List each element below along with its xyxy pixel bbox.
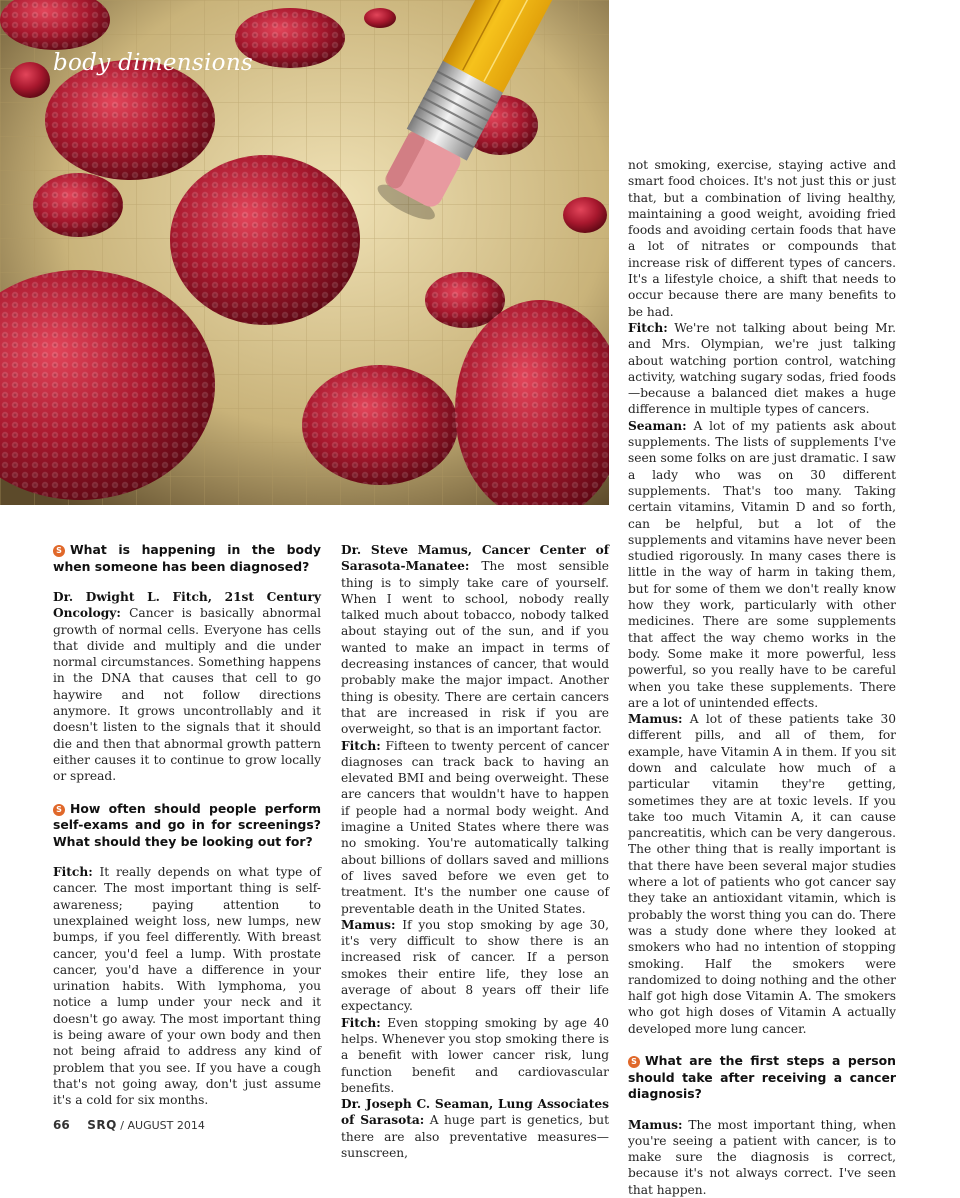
- answer-text: Fifteen to twenty percent of cancer diagnoses can track back to having an elevated BMI and being overweight. These are cancers that wouldn't have to happen if people had a normal body weight. And imagine a United States where there was no smoking. You're automatically talking about billions of dollars saved and millions of lives saved before we even get to treatment. It's the number one cause of preventable death in the United States.: [341, 738, 609, 916]
- answer-text: If you stop smoking by age 30, it's very difficult to show there is an increased risk of cancer. If a person smokes their entire life, they lose an average of about 8 years off their life expectancy.: [341, 917, 609, 1014]
- answer-text: A huge part is genetics, but there are also preventative measures—sunscreen,: [341, 1113, 609, 1160]
- article-column-2: [341, 542, 609, 1161]
- srq-bullet-icon: S: [53, 804, 65, 816]
- answer-paragraph: [53, 589, 321, 785]
- hero-illustration: [0, 0, 609, 505]
- answer-paragraph: [341, 917, 609, 1015]
- speaker-label: Dr. Joseph C. Seaman, Lung Associates of Sarasota:: [341, 1097, 609, 1128]
- answer-paragraph: [628, 1117, 896, 1198]
- article-column-3: [628, 157, 896, 1198]
- answer-text: not smoking, exercise, staying active and smart food choices. It's not just this or just that, but a combination of living healthy, maintaining a good weight, avoiding fried foods and avoiding certain foods that have a lot of nitrates or compounds that increase risk of different types of cancers. It's a lifestyle choice, a shift that needs to occur because there are many benefits to be had.: [628, 158, 896, 319]
- answer-paragraph: [628, 418, 896, 711]
- srq-bullet-icon: S: [628, 1056, 640, 1068]
- page-footer: [53, 1118, 205, 1132]
- question-2: [53, 801, 321, 851]
- section-title: body dimensions: [53, 50, 254, 76]
- answer-text: A lot of my patients ask about supplements. The lists of supplements I've seen some folks on are just dramatic. I saw a lady who was on 30 different supplements. That's too many. Taking certain vitamins, Vitamin D and so forth, can be helpful, but a lot of the supplements and vitamins have never been studied rigorously. In many cases there is little in the way of harm in taking them, but for some of them we don't really know how they work, particularly with other medicines. There are some supplements that affect the way chemo works in the body. Some make it more powerful, less powerful, so you really have to be careful when you take these supplements. There are a lot of unintended effects.: [628, 418, 897, 710]
- answer-paragraph: [341, 1096, 609, 1161]
- answer-text: It really depends on what type of cancer. The most important thing is self-awareness; paying attention to unexplained weight loss, new lumps, new bumps, if you feel differently. With breast cancer, you'd feel a lump. With prostate cancer, you'd have a difference in your urination habits. With lymphoma, you notice a lump under your neck and it doesn't go away. The most important thing is being aware of your own body and then not being afraid to address any kind of problem that you see. If you have a cough that's not going away, don't just assume it's a cold for six months.: [53, 865, 322, 1108]
- question-3-text: What are the first steps a person should take after receiving a cancer diagnosis?: [628, 1053, 896, 1102]
- question-1: [53, 542, 321, 575]
- speaker-label: Fitch:: [628, 320, 668, 335]
- speaker-label: Mamus:: [628, 1117, 683, 1132]
- speaker-label: Seaman:: [628, 418, 687, 433]
- answer-text: The most sensible thing is to simply take care of yourself. When I went to school, nobody really talked much about tobacco, nobody talked about staying out of the sun, and if you wanted to make an impact in terms of decreasing instances of cancer, that would probably make the major impact. Another thing is obesity. There are certain cancers that are increased in risk if you are overweight, so that is an important factor.: [341, 559, 609, 737]
- speaker-label: Fitch:: [341, 738, 381, 753]
- answer-text: The most important thing, when you're seeing a patient with cancer, is to make sure the diagnosis is correct, because it's not always correct. I've seen that happen.: [628, 1117, 897, 1197]
- magazine-name: SRQ: [87, 1118, 117, 1132]
- answer-paragraph: [341, 738, 609, 917]
- speaker-label: Mamus:: [628, 712, 683, 727]
- answer-text: Even stopping smoking by age 40 helps. Whenever you stop smoking there is a benefit with lower cancer risk, lung function benefit and cardiovascular benefits.: [341, 1015, 609, 1095]
- question-3: [628, 1053, 896, 1103]
- speaker-label: Fitch:: [53, 865, 93, 880]
- answer-paragraph: [628, 711, 896, 1037]
- speaker-label: Dr. Steve Mamus, Cancer Center of Sarasota-Manatee:: [341, 543, 609, 574]
- answer-paragraph: [341, 1015, 609, 1096]
- article-column-1: [53, 542, 321, 1109]
- answer-text: Cancer is basically abnormal growth of normal cells. Everyone has cells that divide and multiply and die under normal circumstances. Something happens in the DNA that causes that cell to go haywire and not follow directions anymore. It grows uncontrollably and it doesn't listen to the signals that it should die and then that abnormal growth pattern either causes it to continue to grow locally or spread.: [53, 606, 322, 784]
- answer-paragraph: [341, 542, 609, 738]
- speaker-label: Mamus:: [341, 917, 396, 932]
- answer-paragraph: [628, 157, 896, 320]
- srq-bullet-icon: S: [53, 545, 65, 557]
- speaker-label: Fitch:: [341, 1015, 381, 1030]
- answer-paragraph: [53, 864, 321, 1108]
- answer-text: We're not talking about being Mr. and Mrs. Olympian, we're just talking about watching portion control, watching activity, watching sugary sodas, fried foods—because a balanced diet makes a huge difference in multiple types of cancers.: [628, 320, 897, 417]
- speaker-label: Dr. Dwight L. Fitch, 21st Century Oncology:: [53, 590, 321, 621]
- question-2-text: How often should people perform self-exams and go in for screenings? What should they be looking out for?: [53, 800, 321, 849]
- answer-text: A lot of these patients take 30 different pills, and all of them, for example, have Vitamin A in them. If you sit down and calculate how much of a particular vitamin they're getting, sometimes they are at toxic levels. If you take too much Vitamin A, it can cause pancreatitis, which can be very dangerous. The other thing that is really important is that there have been several major studies where a lot of patients who got cancer say they take an antioxidant vitamin, which is probably the worst thing you can do. There was a study done where they looked at smokers who had no intention of stopping smoking. Half the smokers were randomized to doing nothing and the other half got high dose Vitamin A. The smokers who got high doses of Vitamin A actually developed more lung cancer.: [628, 712, 896, 1036]
- issue-date: / AUGUST 2014: [120, 1119, 205, 1132]
- answer-paragraph: [628, 320, 896, 418]
- page-number: 66: [53, 1118, 70, 1132]
- question-1-text: What is happening in the body when someone has been diagnosed?: [53, 542, 321, 574]
